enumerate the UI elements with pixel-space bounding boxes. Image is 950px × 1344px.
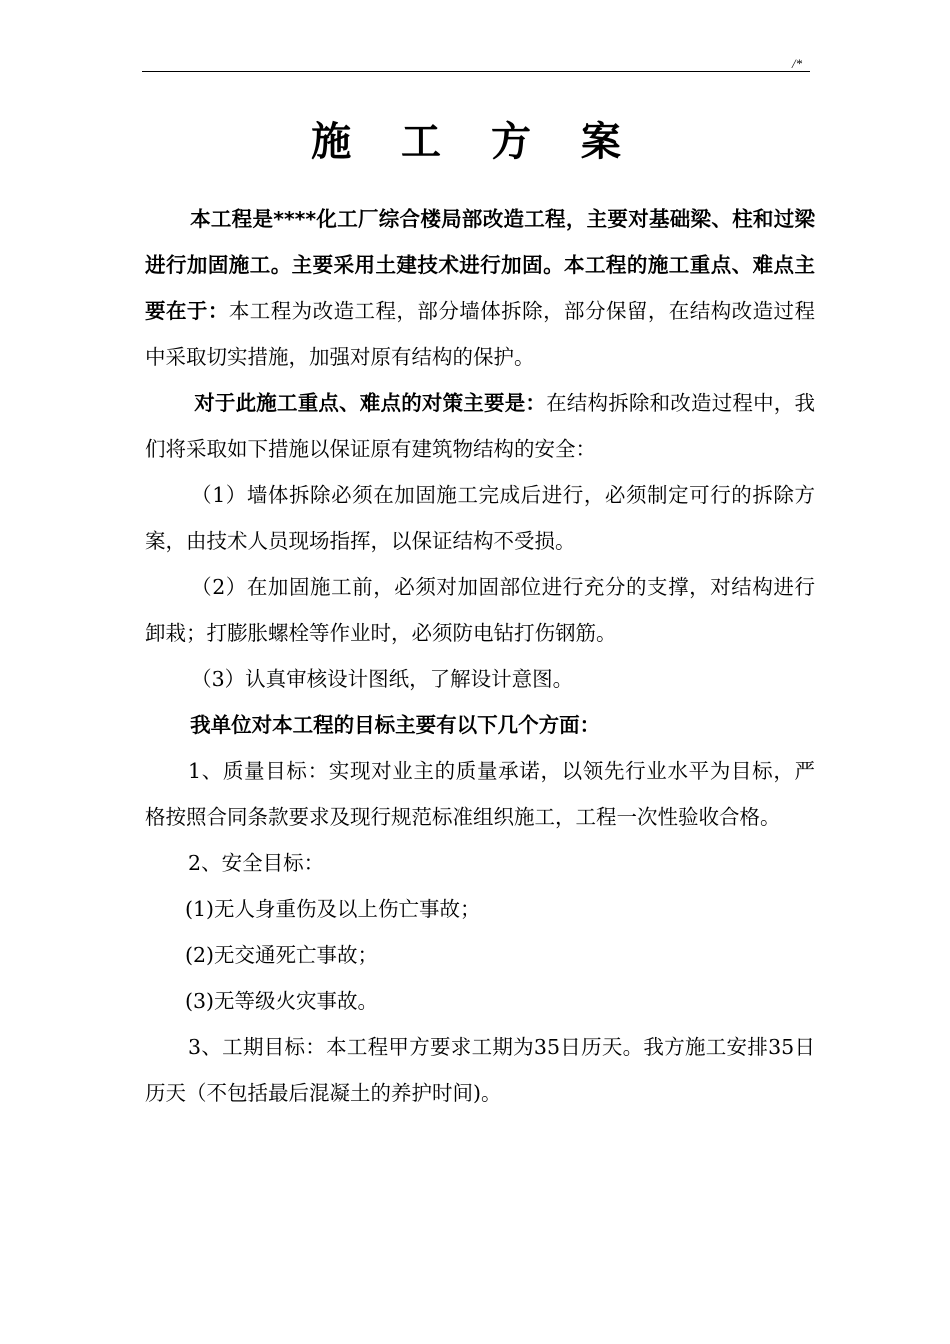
measure-item-1: （1）墙体拆除必须在加固施工完成后进行，必须制定可行的拆除方案，由技术人员现场指挥，以保证结构不受损。	[145, 483, 815, 553]
intro-bold-text: 本工程是****化工厂综合楼局部改造工程，主要对基础梁、柱和过梁进行加固施工。主要采用土建技术进行加固。本工程的施工重点、难点主要在于：	[145, 207, 815, 323]
header-rule	[142, 71, 810, 72]
intro-normal-text: 本工程为改造工程，部分墙体拆除，部分保留，在结构改造过程中采取切实措施，加强对原有结构的保护。	[145, 299, 816, 369]
safety-goal-item-2: (2)无交通死亡事故；	[184, 943, 379, 967]
document-body	[145, 196, 815, 1116]
safety-goal-heading: 2、安全目标：	[188, 851, 325, 875]
schedule-goal-paragraph: 3、工期目标：本工程甲方要求工期为35日历天。我方施工安排35日历天（不包括最后混凝土的养护时间)。	[145, 1035, 815, 1105]
countermeasure-bold-text: 对于此施工重点、难点的对策主要是：	[194, 391, 547, 415]
intro-paragraph	[145, 196, 815, 380]
document-title: 施 工 方 案	[311, 119, 639, 165]
goals-heading: 我单位对本工程的目标主要有以下几个方面：	[190, 713, 601, 737]
quality-goal-paragraph: 1、质量目标：实现对业主的质量承诺，以领先行业水平为目标，严格按照合同条款要求及现行规范标准组织施工，工程一次性验收合格。	[145, 759, 815, 829]
safety-goal-item-1: (1)无人身重伤及以上伤亡事故；	[184, 897, 481, 921]
safety-goal-item-3: (3)无等级火灾事故。	[184, 989, 379, 1013]
header-mark: /*	[792, 56, 803, 71]
measure-item-3: （3）认真审核设计图纸，了解设计意图。	[191, 667, 574, 691]
countermeasure-normal-text: 在结构拆除和改造过程中，我们将采取如下措施以保证原有建筑物结构的安全：	[145, 391, 815, 461]
countermeasure-paragraph	[145, 380, 815, 472]
measure-item-2: （2）在加固施工前，必须对加固部位进行充分的支撑，对结构进行卸栽；打膨胀螺栓等作业时，必须防电钻打伤钢筋。	[145, 575, 815, 645]
